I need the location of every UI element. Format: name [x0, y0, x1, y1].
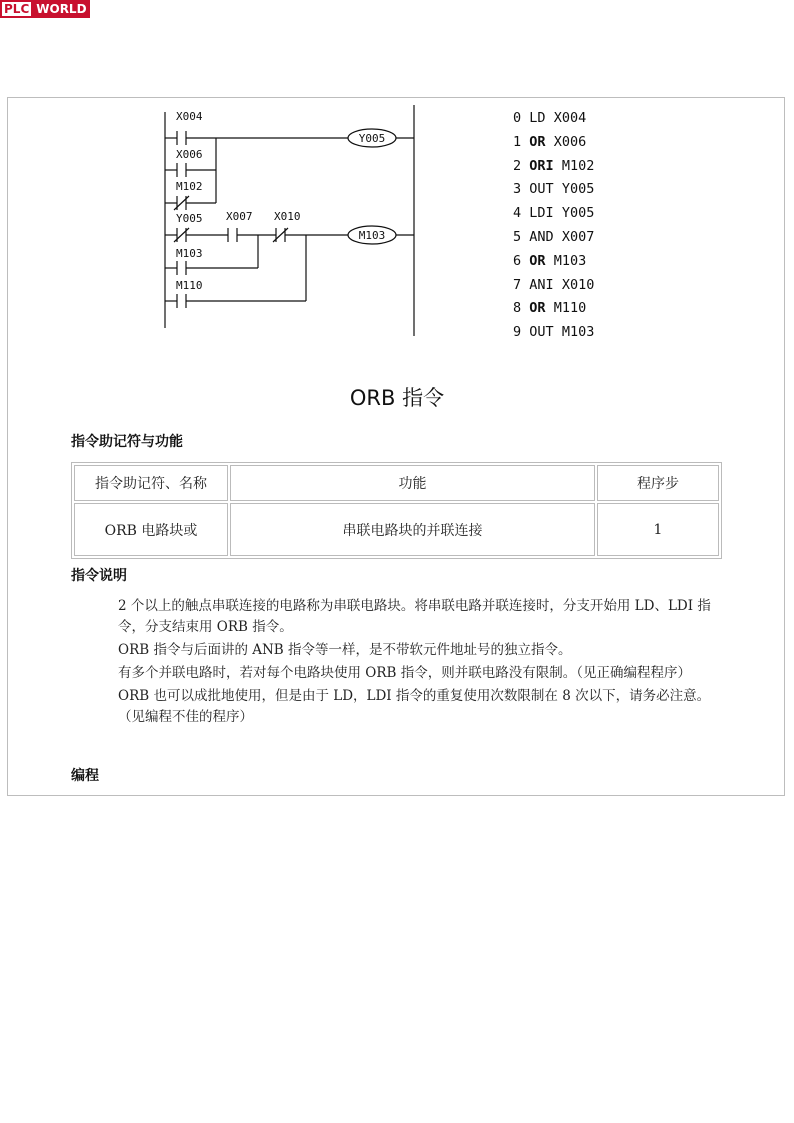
instruction-operand: X006: [553, 133, 587, 150]
instruction-row: [513, 297, 594, 321]
instruction-row: [513, 107, 594, 131]
contact-m103: [165, 261, 258, 275]
instruction-operand: Y005: [561, 181, 595, 198]
instruction-step: 4: [513, 205, 522, 222]
instruction-operand: M103: [561, 324, 595, 341]
instruction-op: LDI: [529, 205, 554, 222]
contact-y005: [165, 228, 228, 242]
instruction-step: 3: [513, 181, 522, 198]
description-paragraph: 有多个并联电路时，若对每个电路块使用 ORB 指令，则并联电路没有限制。（见正确编程程序）: [118, 665, 691, 681]
instruction-operand: X007: [561, 228, 595, 245]
instruction-table: [71, 462, 722, 559]
plcworld-logo: [0, 0, 89, 18]
instruction-op: OR: [529, 300, 546, 317]
contact-x004: [165, 131, 216, 145]
instruction-row: [513, 178, 594, 202]
label-x010: X010: [274, 210, 301, 223]
description-paragraph: ORB 也可以成批地使用，但是由于 LD，LDI 指令的重复使用次数限制在 8 次以下，请务必注意。（见编程不佳的程序）: [118, 688, 711, 725]
table-cell: ORB 电路块或: [74, 503, 228, 556]
instruction-operand: X010: [561, 276, 595, 293]
table-header-cell: 功能: [230, 465, 595, 501]
instruction-op: AND: [529, 228, 554, 245]
instruction-op: OR: [529, 252, 546, 269]
instruction-operand: M102: [561, 157, 595, 174]
instruction-op: LD: [529, 110, 546, 126]
instruction-row: [513, 321, 594, 345]
table-header-cell: 指令助记符、名称: [74, 465, 228, 501]
instruction-list: [513, 107, 594, 345]
instruction-step: 0: [513, 110, 522, 126]
instruction-step: 2: [513, 157, 522, 174]
label-m110: M110: [176, 279, 203, 292]
section-heading-programming: 编程: [71, 768, 99, 784]
instruction-row: [513, 226, 594, 250]
instruction-op: OUT: [529, 324, 554, 341]
table-cell: 串联电路块的并联连接: [230, 503, 595, 556]
instruction-operand: X004: [553, 110, 587, 126]
label-x007: X007: [226, 210, 253, 223]
logo-part-plc: PLC: [0, 0, 33, 18]
instruction-step: 5: [513, 228, 522, 245]
instruction-step: 6: [513, 252, 522, 269]
instruction-row: [513, 250, 594, 274]
contact-m110: [165, 294, 306, 308]
instruction-row: [513, 274, 594, 298]
label-y005-contact: Y005: [176, 212, 203, 225]
contact-x010: [273, 228, 348, 242]
label-m103-contact: M103: [176, 247, 203, 260]
contact-x006: [165, 163, 216, 177]
instruction-operand: M103: [553, 252, 587, 269]
table-header-cell: 程序步: [597, 465, 719, 501]
table-row: [74, 503, 719, 556]
page-title: ORB 指令: [349, 386, 445, 410]
description-paragraph: ORB 指令与后面讲的 ANB 指令等一样，是不带软元件地址号的独立指令。: [118, 642, 572, 658]
instruction-step: 9: [513, 324, 522, 341]
instruction-operand: Y005: [561, 205, 595, 222]
label-coil-m103: M103: [358, 229, 386, 242]
instruction-row: [513, 202, 594, 226]
instruction-step: 1: [513, 133, 522, 150]
instruction-step: 8: [513, 300, 522, 317]
label-coil-y005: Y005: [358, 132, 386, 145]
instruction-op: OR: [529, 133, 546, 150]
label-x006: X006: [176, 148, 203, 161]
table-cell: 1: [597, 503, 719, 556]
logo-part-world: WORLD: [33, 0, 89, 18]
table-header-row: [74, 465, 719, 501]
instruction-op: ORI: [529, 157, 554, 174]
instruction-operand: M110: [553, 300, 587, 317]
instruction-row: [513, 155, 594, 179]
description-block: [118, 596, 722, 730]
section-heading-description: 指令说明: [71, 568, 127, 584]
label-m102: M102: [176, 180, 203, 193]
instruction-op: OUT: [529, 181, 554, 198]
instruction-step: 7: [513, 276, 522, 293]
contact-x007: [228, 228, 276, 242]
ladder-diagram: [148, 100, 418, 338]
instruction-row: [513, 131, 594, 155]
instruction-op: ANI: [529, 276, 554, 293]
contact-m102: [165, 196, 216, 210]
description-paragraph: 2 个以上的触点串联连接的电路称为串联电路块。将串联电路并联连接时，分支开始用 LD、LDI 指令，分支结束用 ORB 指令。: [118, 598, 711, 635]
section-heading-mnemonic: 指令助记符与功能: [71, 434, 183, 450]
label-x004: X004: [176, 110, 203, 123]
